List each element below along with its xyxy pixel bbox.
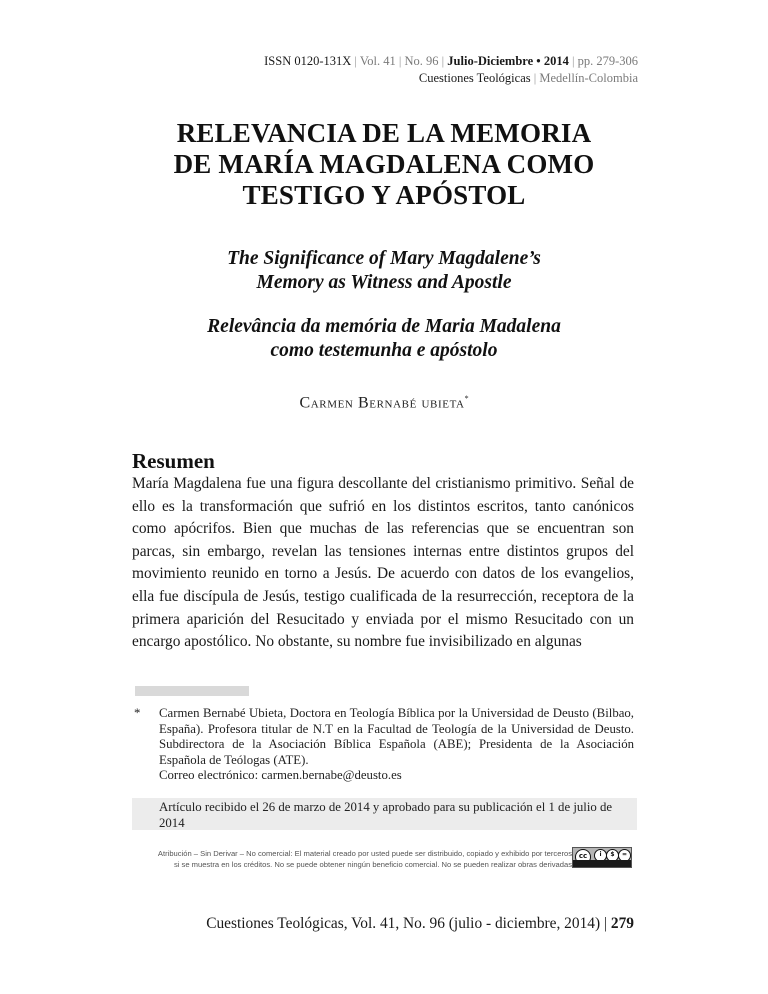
issue-number: No. 96 [404,54,439,68]
footnote-divider [135,686,249,696]
footer-citation: Cuestiones Teológicas, Vol. 41, No. 96 (julio - diciembre, 2014) [206,915,601,932]
received-text: Artículo recibido el 26 de marzo de 2014 y aprobado para su publicación el 1 de julio de 2014 [159,800,613,830]
noncommercial-icon: $ [606,849,619,862]
portuguese-title: Relevância da memória de Maria Madalena como testemunha e apóstolo [207,316,561,361]
noderivatives-icon: = [618,849,631,862]
badge-label-strip [573,860,631,867]
page-number: 279 [610,915,634,932]
author-name: Carmen Bernabé ubieta* [299,394,469,412]
period: Julio-Diciembre [447,54,534,68]
journal-name: Cuestiones Teológicas [418,71,531,85]
journal-header [264,53,638,87]
cc-icon: cc [575,849,591,865]
author-footnote-mark[interactable]: * [464,394,469,403]
page-footer: Cuestiones Teológicas, Vol. 41, No. 96 (julio - diciembre, 2014) | 279 [206,915,634,932]
creative-commons-badge[interactable] [572,847,632,868]
volume: Vol. 41 [359,54,396,68]
bullet: • [536,54,541,68]
footnote-text: Carmen Bernabé Ubieta, Doctora en Teología Bíblica por la Universidad de Deusto (Bilbao, España). Profesora titular de N.T en la Facultad de Teología de la Universidad de Deusto. Subdirectora de la Asociación Bíblica Española (ABE); Presidenta de la Asociación Española de Teólogas (ATE). [159,706,634,767]
location: Medellín-Colombia [539,71,638,85]
issn: ISSN 0120-131X [264,54,352,68]
footnote-email[interactable]: Correo electrónico: carmen.bernabe@deusto.es [159,768,402,782]
year: 2014 [543,54,569,68]
page-range: pp. 279-306 [577,54,638,68]
english-title: The Significance of Mary Magdalene’s Memory as Witness and Apostle [227,248,541,293]
article-title: RELEVANCIA DE LA MEMORIA DE MARÍA MAGDALENA COMO TESTIGO Y APÓSTOL [173,118,595,210]
attribution-icon: i [594,849,607,862]
license-text: Atribución – Sin Derivar – No comercial: El material creado por usted puede ser distribuido, copiado y exhibido por terceros si se muestra en los créditos. No se puede obtener ningún beneficio comercial. No se pueden realizar obras derivadas [157,849,572,869]
abstract-heading: Resumen [132,449,215,473]
received-box [132,798,637,830]
abstract-body: María Magdalena fue una figura descollante del cristianismo primitivo. Señal de ello es la transformación que sufrió en los distintos escritos, tanto canónicos como apócrifos. Bien que muchas de las referencias que se encuentran son parcas, sin embargo, revelan las tensiones internas entre distintos grupos del movimiento reunido en torno a Jesús. De acuerdo con datos de los evangelios, ella fue discípula de Jesús, testigo cualificada de la resurrección, receptora de la primera aparición del Resucitado y enviada por el mismo Resucitado con un encargo apostólico. No obstante, su nombre fue invisibilizado en algunas [132,475,634,651]
author-footnote [134,706,634,784]
header-line-1: ISSN 0120-131X | Vol. 41 | No. 96 | Julio-Diciembre • 2014 | pp. 279-306 [264,54,638,68]
footnote-mark: * [134,706,141,720]
header-line-2: Cuestiones Teológicas | Medellín-Colombia [418,71,638,85]
